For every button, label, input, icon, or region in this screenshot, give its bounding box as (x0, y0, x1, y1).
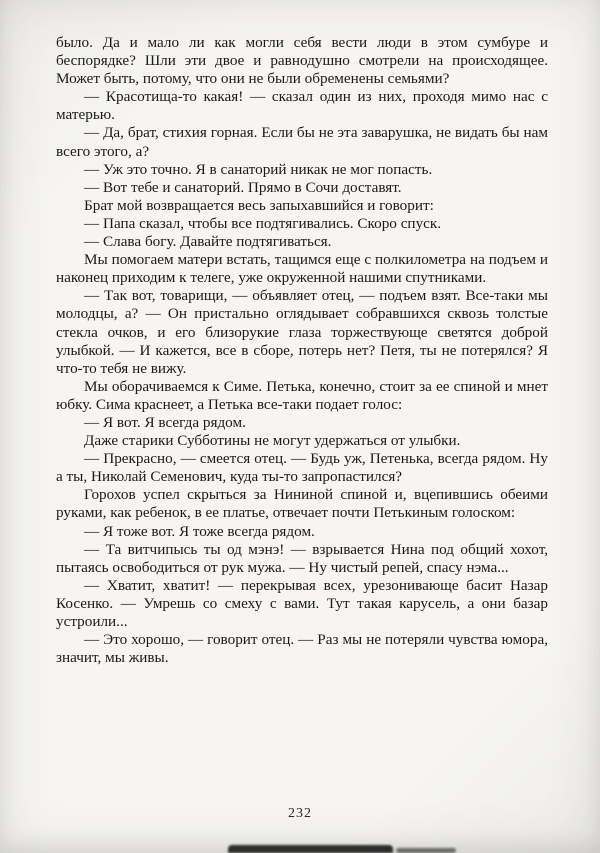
paragraph: Горохов успел скрыться за Нининой спиной и, вцепившись обеими руками, как ребенок, в ее платье, отвечает почти Петькиным голоском: (56, 486, 548, 522)
paragraph: — Да, брат, стихия горная. Если бы не эта заварушка, не видать бы нам всего этого, а? (56, 124, 548, 160)
paragraph: Мы оборачиваемся к Симе. Петька, конечно, стоит за ее спиной и мнет юбку. Сима краснеет, а Петька все-таки подает голос: (56, 377, 548, 413)
paragraph: Брат мой возвращается весь запыхавшийся и говорит: (84, 196, 434, 214)
scan-artifact (396, 848, 456, 853)
paragraph: — Так вот, товарищи, — объявляет отец, — подъем взят. Все-таки мы молодцы, а? — Он пристально оглядывает собравшихся сквозь толстые стекла очков, и его близорукие глаза торжествующе светятся доброй улыбкой. — И кажется, все в сборе, потерь нет? Петя, ты не потерялся? Я что-то тебя не вижу. (56, 287, 548, 377)
paragraph: — Вот тебе и санаторий. Прямо в Сочи доставят. (84, 178, 402, 196)
paragraph: было. Да и мало ли как могли себя вести люди в этом сумбуре и беспорядке? Шли эти двое и равнодушно смотрели на происходящее. Может быть, потому, что они не были обременены семьями? (56, 34, 548, 88)
paragraph: — Хватит, хватит! — перекрывая всех, урезонивающе басит Назар Косенко. — Умрешь со смеху с вами. Тут такая карусель, а они базар устроили... (56, 576, 548, 630)
paragraph: — Это хорошо, — говорит отец. — Раз мы не потеряли чувства юмора, значит, мы живы. (56, 631, 548, 667)
paragraph: — Я вот. Я всегда рядом. (84, 413, 246, 431)
paragraph: — Слава богу. Давайте подтягиваться. (84, 233, 332, 251)
paragraph: — Та витчипысь ты од мэнэ! — взрывается Нина под общий хохот, пытаясь освободиться от рук мужа. — Ну чистый репей, спасу нэма... (56, 540, 548, 576)
paragraph: — Красотища-то какая! — сказал один из них, проходя мимо нас с матерью. (56, 88, 548, 124)
paragraph: — Прекрасно, — смеется отец. — Будь уж, Петенька, всегда рядом. Ну а ты, Николай Семенович, куда ты-то запропастился? (56, 450, 548, 486)
page-text (56, 34, 548, 667)
paragraph: Мы помогаем матери встать, тащимся еще с полкилометра на подъем и наконец приходим к телеге, уже окруженной нашими спутниками. (56, 251, 548, 287)
paragraph: — Уж это точно. Я в санаторий никак не мог попасть. (84, 160, 433, 178)
paragraph: — Папа сказал, чтобы все подтягивались. Скоро спуск. (84, 214, 442, 232)
paragraph: Даже старики Субботины не могут удержаться от улыбки. (84, 432, 461, 450)
page-number: 232 (288, 806, 312, 821)
paragraph: — Я тоже вот. Я тоже всегда рядом. (84, 522, 315, 540)
scan-artifact (228, 845, 393, 853)
